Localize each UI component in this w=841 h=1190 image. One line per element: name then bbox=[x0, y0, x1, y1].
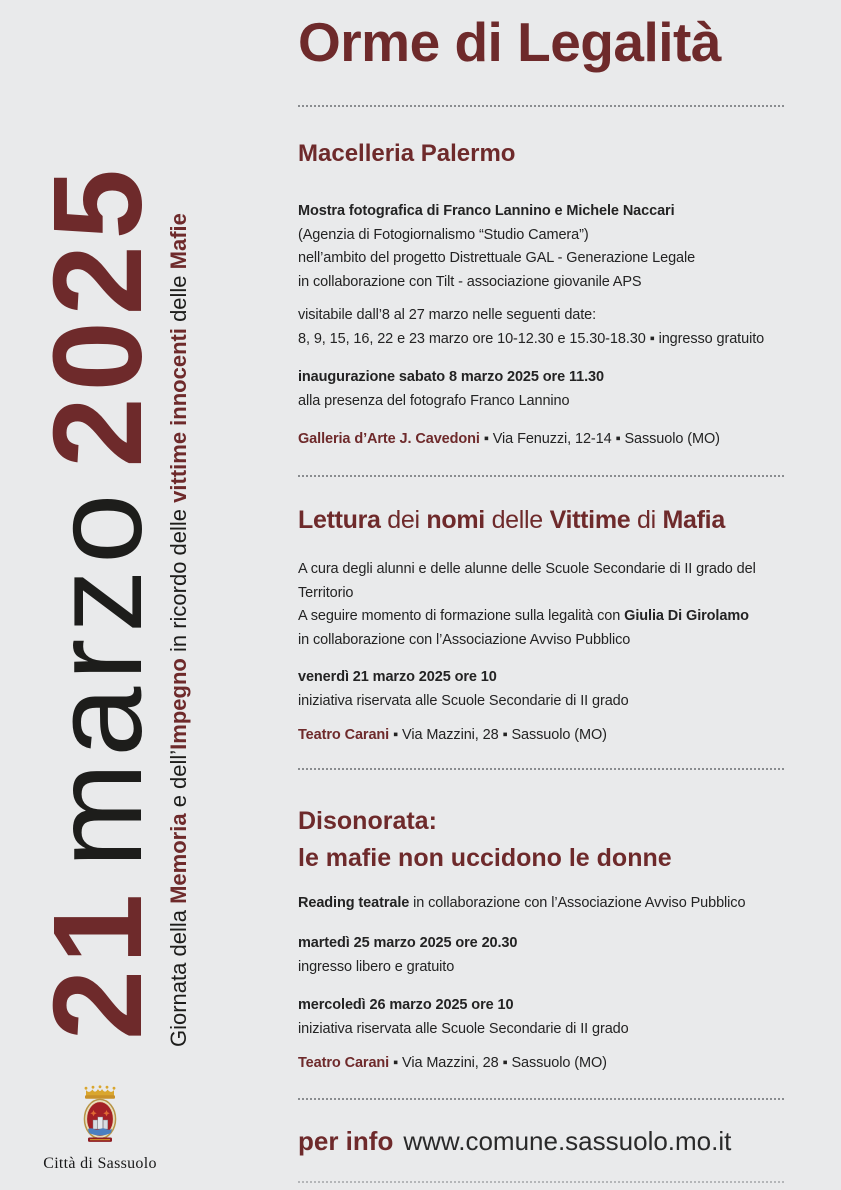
macelleria-intro-line: nell’ambito del progetto Distrettuale GAL - Generazione Legale bbox=[298, 250, 696, 266]
macelleria-opening-bold: inaugurazione sabato 8 marzo 2025 ore 11.30 bbox=[298, 369, 604, 385]
date-day: 21 bbox=[27, 887, 168, 1040]
venue-galleria-cavedoni bbox=[298, 428, 784, 452]
disonorata-event1 bbox=[298, 932, 784, 979]
venue-address: ▪ Via Mazzini, 28 ▪ Sassuolo (MO) bbox=[389, 1055, 607, 1071]
macelleria-opening-line2: alla presenza del fotografo Franco Lannino bbox=[298, 392, 570, 409]
footer-label: per info bbox=[298, 1126, 394, 1156]
dotted-separator bbox=[298, 1098, 784, 1100]
subtitle-run-vittime: vittime innocenti bbox=[166, 328, 191, 503]
venue-address: ▪ Via Mazzini, 28 ▪ Sassuolo (MO) bbox=[389, 727, 607, 743]
subtitle-run: Giornata della bbox=[166, 903, 191, 1047]
heading-run: di bbox=[630, 506, 663, 534]
vertical-subtitle bbox=[166, 213, 192, 1047]
macelleria-intro-line: in collaborazione con Tilt - associazione giovanile APS bbox=[298, 273, 642, 290]
event-date: mercoledì 26 marzo 2025 ore 10 bbox=[298, 997, 514, 1013]
subtitle-run: delle bbox=[166, 269, 191, 329]
subtitle-run: e dell’ bbox=[166, 749, 191, 814]
subtitle-run-mafie: Mafie bbox=[166, 213, 191, 270]
section-heading-lettura bbox=[298, 506, 784, 535]
subtitle-run: in ricordo delle bbox=[166, 502, 191, 659]
lettura-event-note: iniziativa riservata alle Scuole Secondarie di II grado bbox=[298, 692, 629, 709]
content-column bbox=[298, 0, 784, 1190]
footer-info bbox=[298, 1126, 784, 1157]
heading-run: nomi bbox=[426, 506, 485, 534]
date-year: 2025 bbox=[27, 163, 168, 468]
venue-address: ▪ Via Fenuzzi, 12-14 ▪ Sassuolo (MO) bbox=[479, 431, 720, 447]
section-heading-disonorata bbox=[298, 803, 784, 877]
logo-caption: Città di Sassuolo bbox=[43, 1155, 157, 1172]
sassuolo-crest-icon bbox=[77, 1084, 123, 1146]
macelleria-opening bbox=[298, 366, 784, 413]
lettura-body-line: A cura degli alunni e delle alunne delle Scuole Secondarie di II grado del bbox=[298, 561, 756, 577]
venue-teatro-carani bbox=[298, 1052, 784, 1076]
subtitle-run-memoria: Memoria bbox=[166, 813, 191, 904]
venue-teatro-carani bbox=[298, 724, 784, 748]
disonorata-heading-line1: Disonorata: bbox=[298, 807, 437, 835]
heading-run: Lettura bbox=[298, 506, 381, 534]
macelleria-intro-line: (Agenzia di Fotogiornalismo “Studio Camera”) bbox=[298, 226, 589, 243]
dotted-separator bbox=[298, 475, 784, 477]
macelleria-dates-line1: visitabile dall’8 al 27 marzo nelle seguenti date: bbox=[298, 307, 597, 323]
macelleria-intro-bold: Mostra fotografica di Franco Lannino e Michele Naccari bbox=[298, 203, 675, 219]
lettura-body-run: A seguire momento di formazione sulla legalità con bbox=[298, 608, 625, 624]
event-date: martedì 25 marzo 2025 ore 20.30 bbox=[298, 935, 518, 951]
disonorata-intro bbox=[298, 892, 784, 916]
footer-url: www.comune.sassuolo.mo.it bbox=[403, 1126, 732, 1156]
heading-run: dei bbox=[380, 506, 427, 534]
macelleria-intro bbox=[298, 200, 784, 294]
heading-run: Mafia bbox=[662, 506, 725, 534]
dotted-separator bbox=[298, 768, 784, 770]
heading-run: Vittime bbox=[549, 506, 631, 534]
disonorata-intro-bold: Reading teatrale bbox=[298, 895, 410, 911]
venue-name: Teatro Carani bbox=[298, 1055, 390, 1071]
lettura-speaker-name: Giulia Di Girolamo bbox=[624, 608, 749, 624]
macelleria-dates-line2: 8, 9, 15, 16, 22 e 23 marzo ore 10-12.30 e 15.30-18.30 ▪ ingresso gratuito bbox=[298, 330, 765, 347]
lettura-body bbox=[298, 558, 784, 652]
page-title: Orme di Legalità bbox=[298, 11, 721, 73]
lettura-body-line: in collaborazione con l’Associazione Avviso Pubblico bbox=[298, 631, 631, 648]
lettura-event-date: venerdì 21 marzo 2025 ore 10 bbox=[298, 669, 497, 685]
disonorata-heading-line2: le mafie non uccidono le donne bbox=[298, 844, 672, 872]
event-note: iniziativa riservata alle Scuole Secondarie di II grado bbox=[298, 1020, 629, 1037]
subtitle-run-impegno: Impegno bbox=[166, 658, 191, 750]
venue-name: Galleria d’Arte J. Cavedoni bbox=[298, 431, 480, 447]
venue-name: Teatro Carani bbox=[298, 727, 390, 743]
dotted-separator bbox=[298, 1181, 784, 1183]
disonorata-event2 bbox=[298, 994, 784, 1041]
lettura-event bbox=[298, 666, 784, 713]
vertical-date bbox=[27, 163, 168, 1040]
lettura-body-line bbox=[298, 605, 784, 629]
macelleria-dates bbox=[298, 304, 784, 351]
dotted-separator bbox=[298, 105, 784, 107]
event-note: ingresso libero e gratuito bbox=[298, 958, 455, 975]
disonorata-intro-rest: in collaborazione con l’Associazione Avviso Pubblico bbox=[409, 895, 746, 911]
heading-run: delle bbox=[484, 506, 550, 534]
date-month: marzo bbox=[27, 487, 168, 868]
section-heading-macelleria: Macelleria Palermo bbox=[298, 140, 516, 167]
lettura-body-line: Territorio bbox=[298, 584, 354, 601]
municipality-logo bbox=[30, 1084, 170, 1173]
